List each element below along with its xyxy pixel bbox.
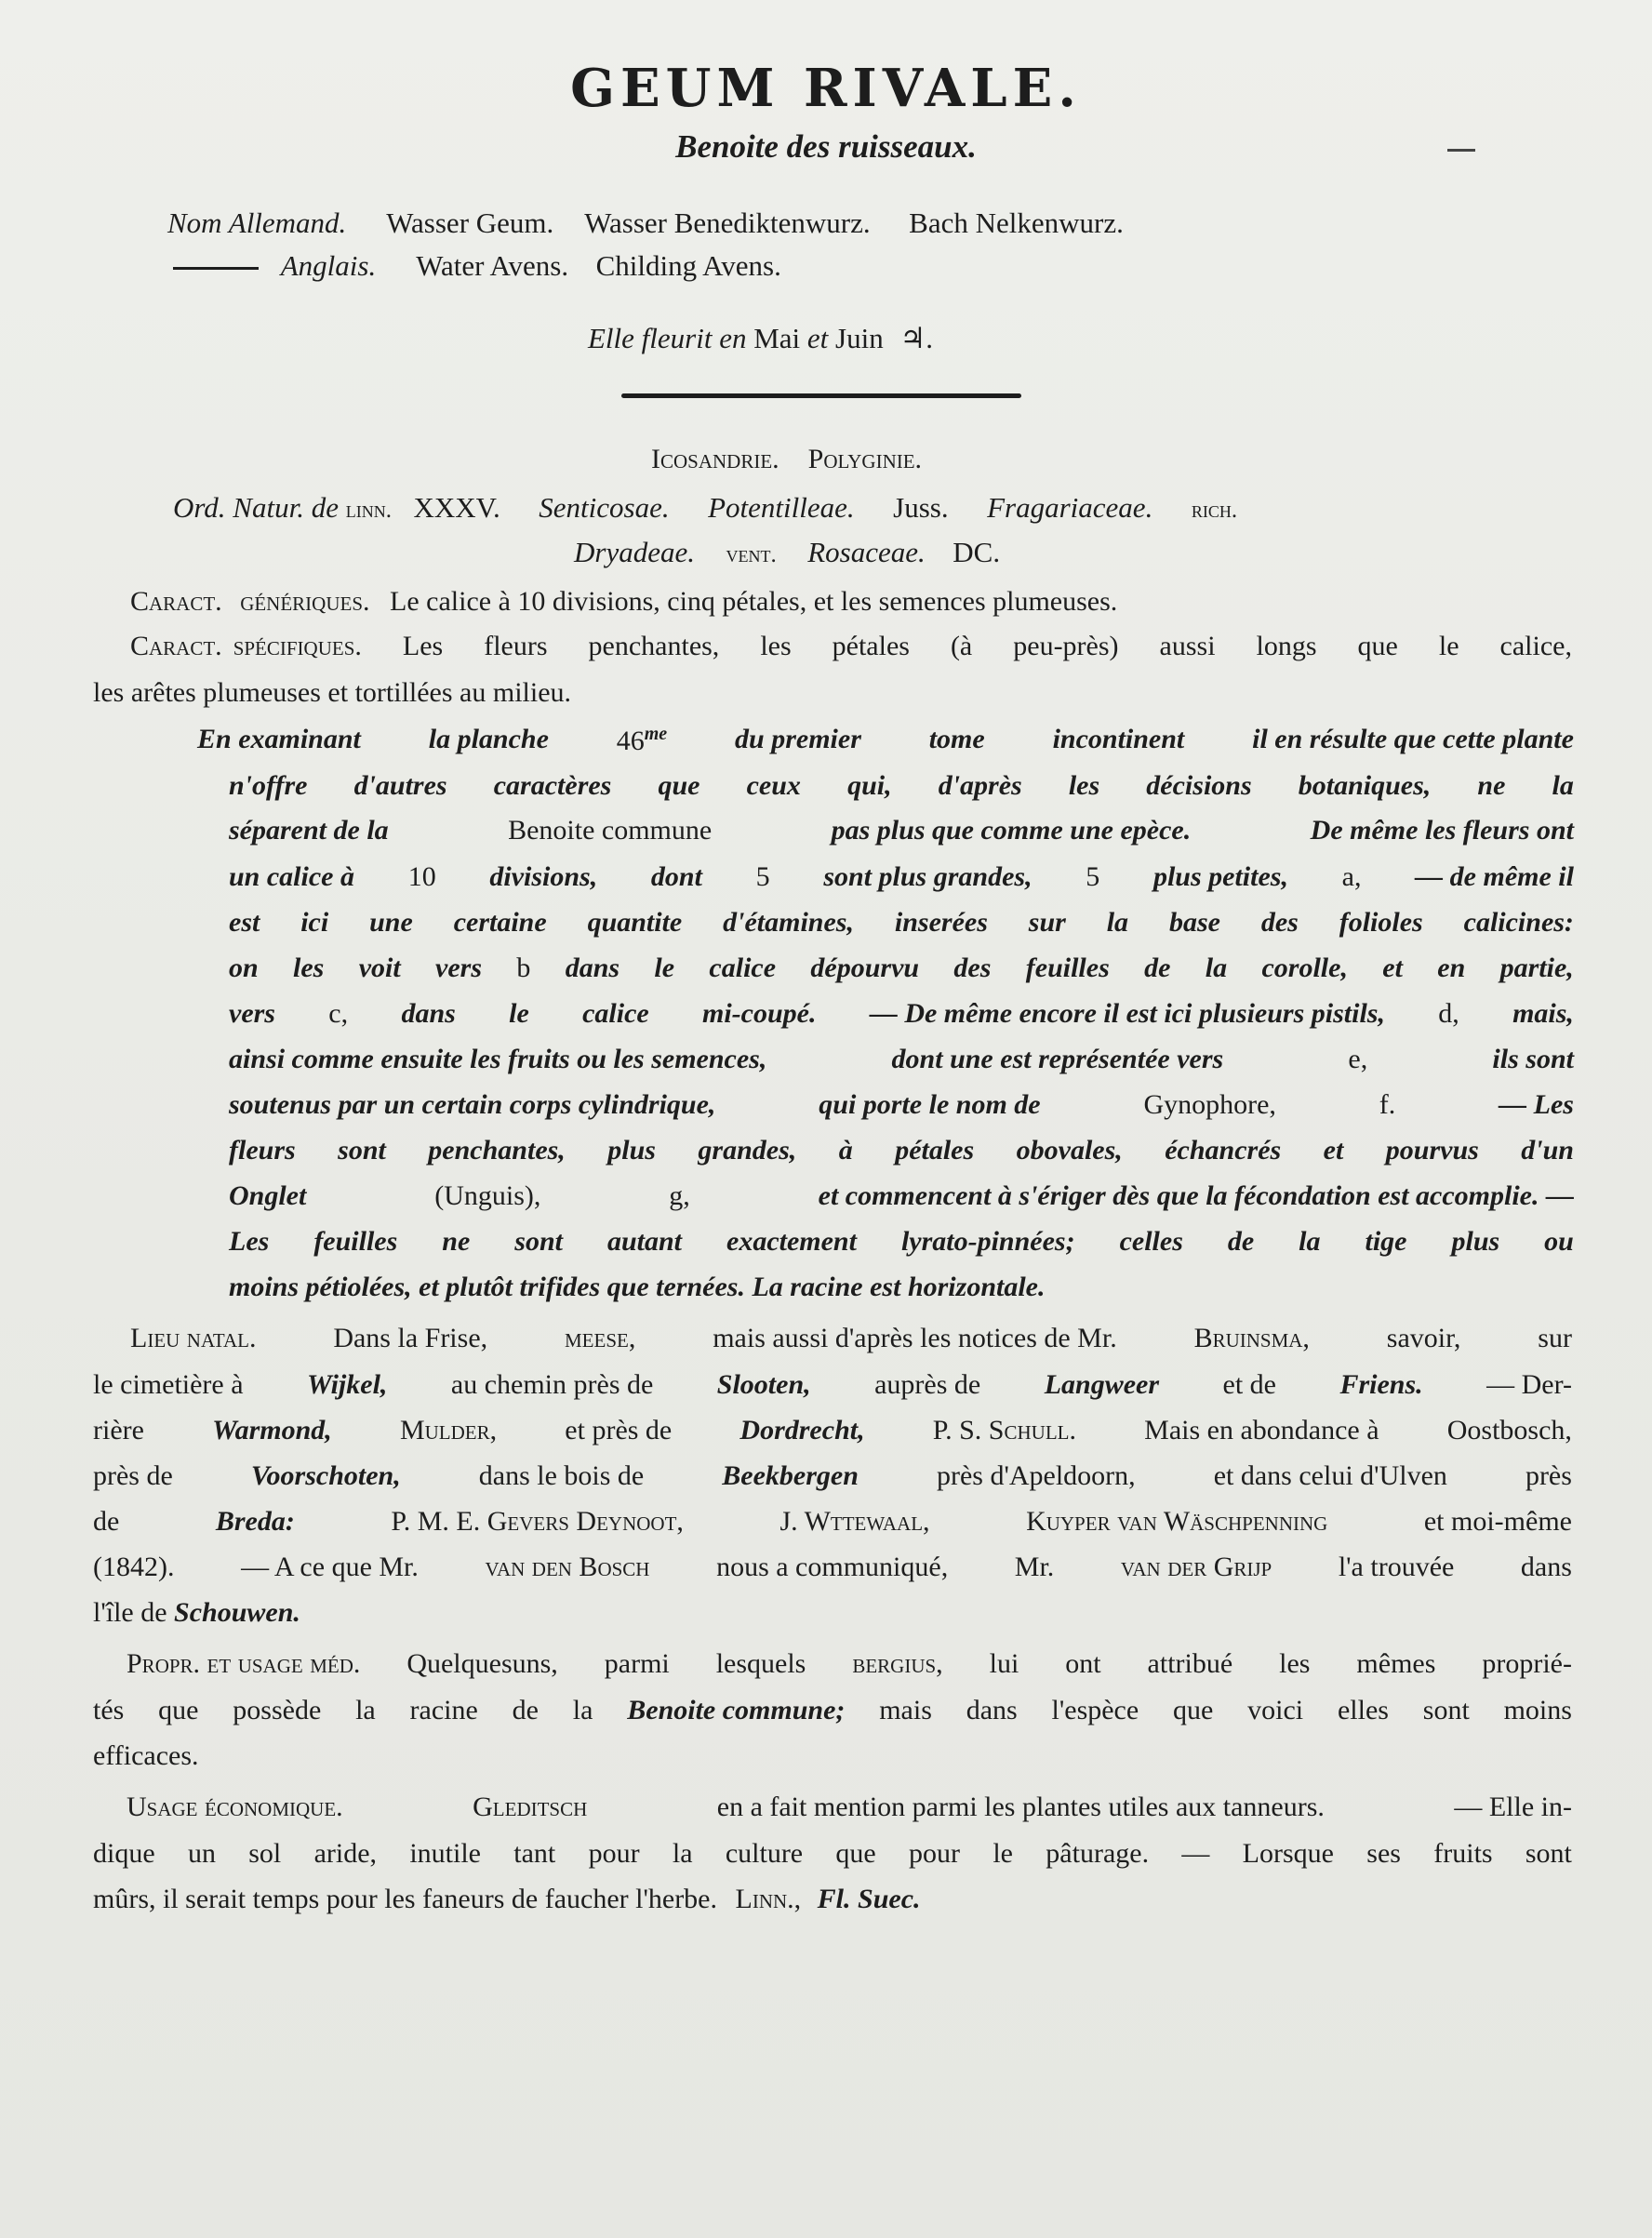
author-abbrev: DC.: [953, 536, 1001, 568]
word: divisions,: [489, 861, 598, 892]
desc-line-9: [229, 1089, 1574, 1121]
word: obovales,: [1016, 1135, 1123, 1166]
word: ne: [1477, 770, 1506, 801]
german-name: Wasser Geum.: [386, 206, 554, 239]
word: la: [1299, 1226, 1321, 1257]
word: Mulder,: [399, 1415, 498, 1445]
word: du premier: [735, 724, 861, 754]
word: pour: [588, 1838, 640, 1869]
word: d'étamines,: [723, 907, 854, 938]
word: Slooten,: [716, 1369, 811, 1400]
desc-line-3: [229, 815, 1574, 846]
word: fleurs: [229, 1135, 296, 1166]
word: en a fait mention parmi les plantes utiles aux tanneurs.: [716, 1792, 1325, 1822]
habitat-text: l'île de: [93, 1597, 167, 1628]
word: J. Wttewaal,: [779, 1506, 930, 1537]
word: qui porte le nom de: [819, 1089, 1041, 1120]
economic-text: mûrs, il serait temps pour les faneurs de faucher l'herbe.: [93, 1884, 718, 1914]
word: (à: [950, 631, 973, 661]
word: — Der-: [1486, 1369, 1572, 1400]
word: sont plus grandes,: [823, 861, 1032, 892]
economic-line-3: [93, 1884, 921, 1915]
desc-text: pas plus que comme une epèce.: [831, 815, 1192, 846]
word: quantite: [587, 907, 683, 938]
word: c,: [328, 998, 349, 1029]
word: calice: [709, 952, 777, 983]
section-label: Lieu natal.: [130, 1323, 257, 1353]
word: nous a communiqué,: [716, 1552, 949, 1582]
word: les: [1068, 770, 1100, 801]
word: d,: [1438, 998, 1459, 1029]
word: le: [993, 1838, 1013, 1869]
word: les: [1279, 1648, 1311, 1679]
perennial-symbol: ♃.: [899, 322, 934, 354]
word: autant: [606, 1226, 683, 1257]
word: n'offre: [229, 770, 308, 801]
word: fleurs: [484, 631, 548, 661]
order-number: XXXV.: [413, 491, 500, 524]
family-name: Fragariaceae.: [987, 491, 1153, 524]
word: et près de: [565, 1415, 673, 1445]
desc-line-1: [197, 724, 1574, 757]
author-abbrev: Juss.: [893, 491, 949, 524]
word: g,: [669, 1180, 690, 1211]
word: et dans celui d'Ulven: [1213, 1460, 1447, 1491]
plant-name: Benoite commune: [508, 815, 713, 846]
word: Breda:: [215, 1506, 295, 1537]
medical-line-3: efficaces.: [93, 1740, 199, 1771]
word: Les: [402, 631, 444, 661]
order-name: Polyginie.: [807, 444, 923, 474]
medical-line-1: [127, 1648, 1572, 1680]
word: pétales: [832, 631, 910, 661]
word: et: [1382, 952, 1403, 983]
word: de: [1227, 1226, 1255, 1257]
word: P. S. Schull.: [932, 1415, 1076, 1445]
german-label: Nom Allemand.: [167, 206, 347, 239]
word: 5: [755, 861, 770, 892]
classification-line-1: [651, 444, 922, 475]
word: — de même il: [1415, 861, 1574, 892]
word: aussi: [1159, 631, 1216, 661]
word: sol: [248, 1838, 282, 1869]
page-title: GEUM RIVALE.: [570, 58, 1082, 119]
word: f.: [1379, 1089, 1396, 1120]
word: d'après: [938, 770, 1022, 801]
word: calice: [582, 998, 649, 1029]
word: d'un: [1521, 1135, 1574, 1166]
author-abbrev: vent.: [726, 542, 777, 567]
word: auprès de: [874, 1369, 981, 1400]
section-label: Propr. et usage méd.: [127, 1648, 361, 1679]
word: de: [512, 1695, 539, 1725]
word: Beekbergen: [722, 1460, 859, 1491]
word: ainsi comme ensuite les fruits ou les semences,: [229, 1044, 767, 1074]
word: savoir,: [1386, 1323, 1461, 1353]
word: — A ce que Mr.: [241, 1552, 419, 1582]
page-subtitle: Benoite des ruisseaux.: [675, 128, 977, 165]
word: 10: [407, 861, 436, 892]
section-label: Usage économique.: [127, 1792, 343, 1822]
word: moins: [1503, 1695, 1572, 1725]
habitat-line-4: [93, 1460, 1572, 1492]
word: le cimetière à: [93, 1369, 244, 1400]
word: exactement: [726, 1226, 857, 1257]
family-name: Dryadeae.: [574, 536, 695, 568]
author-abbrev: linn.: [345, 498, 392, 523]
specific-characters-line-2: les arêtes plumeuses et tortillées au milieu.: [93, 677, 572, 708]
word: décisions: [1146, 770, 1252, 801]
word: calice,: [1499, 631, 1572, 661]
word: ne: [442, 1226, 471, 1257]
word: a,: [1341, 861, 1362, 892]
word: un calice à: [229, 861, 354, 892]
natural-order-label: Ord. Natur. de: [173, 491, 339, 524]
word: (1842).: [93, 1552, 175, 1582]
word: 46: [616, 726, 645, 756]
word: une: [369, 907, 413, 938]
word: et de: [1222, 1369, 1276, 1400]
section-label: Caract.: [130, 586, 222, 617]
word: Kuyper van Wäschpenning: [1026, 1506, 1328, 1537]
word: Onglet: [229, 1180, 307, 1211]
margin-mark: [1447, 149, 1475, 152]
habitat-line-6: [93, 1552, 1572, 1583]
word: dont une est représentée vers: [891, 1044, 1224, 1074]
word: longs: [1256, 631, 1317, 661]
desc-line-4: [229, 861, 1574, 893]
word: sont: [1422, 1695, 1470, 1725]
class-name: Icosandrie.: [651, 444, 779, 474]
word: le: [654, 952, 675, 983]
english-names-line: [173, 249, 781, 283]
word: Langweer: [1044, 1369, 1160, 1400]
word: ses: [1366, 1838, 1401, 1869]
habitat-line-2: [93, 1369, 1572, 1401]
word: (Unguis),: [434, 1180, 541, 1211]
german-names-line: [167, 206, 1124, 240]
word: que: [835, 1838, 876, 1869]
word: Quelquesuns,: [406, 1648, 558, 1679]
word: la planche: [428, 724, 549, 754]
author-abbrev: Linn.,: [735, 1884, 802, 1914]
classification-line-2: [173, 491, 1237, 525]
word-with-sup: [617, 724, 667, 757]
word: inutile: [409, 1838, 481, 1869]
word: proprié-: [1482, 1648, 1572, 1679]
word: Benoite commune;: [627, 1695, 846, 1725]
word: lui: [989, 1648, 1019, 1679]
word: près: [1525, 1460, 1572, 1491]
word: tant: [513, 1838, 556, 1869]
flowering-month: Juin: [835, 322, 884, 354]
desc-line-2: [229, 770, 1574, 802]
word: ou: [1544, 1226, 1574, 1257]
family-name: Senticosae.: [539, 491, 670, 524]
word: Les: [229, 1226, 270, 1257]
word: feuilles: [1025, 952, 1110, 983]
german-name: Wasser Benediktenwurz.: [584, 206, 871, 239]
word: Friens.: [1339, 1369, 1423, 1400]
word: dans le bois de: [478, 1460, 645, 1491]
word: à: [838, 1135, 853, 1166]
word: mais: [879, 1695, 932, 1725]
ditto-dash: [173, 267, 259, 270]
word: sont: [1525, 1838, 1572, 1869]
word: pâturage.: [1046, 1838, 1150, 1869]
word: lyrato-pinnées;: [900, 1226, 1075, 1257]
word: dans: [966, 1695, 1018, 1725]
word: mais aussi d'après les notices de Mr.: [713, 1323, 1117, 1353]
family-name: Rosaceae.: [807, 536, 926, 568]
word: mais,: [1512, 998, 1574, 1029]
word: possède: [233, 1695, 322, 1725]
word: Voorschoten,: [250, 1460, 401, 1491]
desc-line-13: moins pétiolées, et plutôt trifides que ternées. La racine est horizontale.: [229, 1272, 1046, 1302]
word: d'autres: [353, 770, 447, 801]
word: au chemin près de: [450, 1369, 654, 1400]
word: rière: [93, 1415, 144, 1445]
word: base: [1168, 907, 1220, 938]
word: culture: [725, 1838, 804, 1869]
word: meese,: [565, 1323, 636, 1353]
word: pour: [909, 1838, 961, 1869]
word: —: [1181, 1838, 1210, 1869]
word: parmi: [604, 1648, 670, 1679]
flowering-text: et: [806, 322, 829, 354]
word: botaniques,: [1298, 770, 1432, 801]
word: Dordrecht,: [739, 1415, 865, 1445]
desc-line-7: [229, 998, 1574, 1030]
word: van der Grijp: [1120, 1552, 1272, 1582]
word: attribué: [1147, 1648, 1233, 1679]
word: que: [1173, 1695, 1214, 1725]
word: soutenus par un certain corps cylindrique,: [229, 1089, 716, 1120]
word: l'espèce: [1051, 1695, 1139, 1725]
habitat-line-3: [93, 1415, 1572, 1446]
section-label: spécifiques.: [233, 631, 362, 661]
desc-text: séparent de la: [229, 815, 389, 846]
word: Warmond,: [212, 1415, 332, 1445]
word: celles: [1119, 1226, 1183, 1257]
word: Lorsque: [1242, 1838, 1334, 1869]
word: certaine: [453, 907, 547, 938]
word: la: [1106, 907, 1129, 938]
word: la: [1552, 770, 1574, 801]
section-text: Le calice à 10 divisions, cinq pétales, et les semences plumeuses.: [390, 586, 1118, 617]
word: tome: [928, 724, 985, 754]
word: le: [509, 998, 529, 1029]
word: bergius,: [852, 1648, 943, 1679]
word: vers: [229, 998, 275, 1029]
word: dique: [93, 1838, 155, 1869]
place-name: Schouwen.: [174, 1597, 300, 1628]
word: caractères: [493, 770, 612, 801]
word: incontinent: [1052, 724, 1185, 754]
desc-line-8: [229, 1044, 1574, 1075]
word: aride,: [313, 1838, 378, 1869]
word: pétales: [895, 1135, 975, 1166]
word: l'a trouvée: [1338, 1552, 1455, 1582]
word: folioles: [1339, 907, 1423, 938]
word: 5: [1086, 861, 1100, 892]
word: sur: [1538, 1323, 1572, 1353]
work-title: Fl. Suec.: [817, 1884, 921, 1914]
word: partie,: [1499, 952, 1574, 983]
word: dépourvu: [810, 952, 920, 983]
word: tige: [1365, 1226, 1407, 1257]
word: Mais en abondance à: [1144, 1415, 1379, 1445]
word: des: [1260, 907, 1299, 938]
word: les: [293, 952, 325, 983]
desc-line-5: [229, 907, 1574, 939]
divider-rule: [621, 393, 1021, 398]
word: le: [1438, 631, 1459, 661]
word: lesquels: [715, 1648, 806, 1679]
word: — Les: [1499, 1089, 1574, 1120]
word: près de: [93, 1460, 173, 1491]
classification-line-3: [574, 536, 1000, 569]
word: on: [229, 952, 259, 983]
word: Dans la Frise,: [333, 1323, 488, 1353]
flowering-text: Elle fleurit: [588, 322, 713, 354]
word: elles: [1337, 1695, 1389, 1725]
word: dont: [650, 861, 702, 892]
word: plus: [607, 1135, 656, 1166]
word: plus: [1451, 1226, 1500, 1257]
word: en: [1437, 952, 1466, 983]
habitat-line-7: [93, 1597, 300, 1629]
word: Oostbosch,: [1446, 1415, 1572, 1445]
habitat-line-1: [130, 1323, 1572, 1354]
word: des: [953, 952, 992, 983]
word: et: [1323, 1135, 1344, 1166]
word: voit: [358, 952, 401, 983]
desc-line-11: [229, 1180, 1574, 1212]
word: mêmes: [1356, 1648, 1436, 1679]
desc-line-12: [229, 1226, 1574, 1258]
generic-characters: [130, 586, 1117, 618]
word: penchantes,: [428, 1135, 566, 1166]
word: et moi-même: [1423, 1506, 1572, 1537]
word: et commencent à s'ériger dès que la fécondation est accomplie. —: [818, 1180, 1574, 1211]
word: dans: [1520, 1552, 1572, 1582]
superscript: me: [644, 724, 668, 744]
word: que: [658, 770, 700, 801]
word: Mr.: [1014, 1552, 1055, 1582]
desc-line-10: [229, 1135, 1574, 1166]
english-name: Water Avens.: [416, 249, 569, 282]
word: — Elle in-: [1454, 1792, 1572, 1822]
word: P. M. E. Gevers Deynoot,: [391, 1506, 684, 1537]
word: van den Bosch: [485, 1552, 650, 1582]
word: les: [760, 631, 792, 661]
word: que: [1357, 631, 1398, 661]
word: de: [93, 1506, 120, 1537]
word: mi-coupé.: [702, 998, 817, 1029]
word: fruits: [1433, 1838, 1493, 1869]
flowering-text: en: [719, 322, 747, 354]
word: la: [355, 1695, 376, 1725]
economic-line-1: [127, 1792, 1572, 1823]
flowering-line: [588, 322, 933, 355]
word: voici: [1247, 1695, 1304, 1725]
habitat-line-5: [93, 1506, 1572, 1538]
word: Bruinsma,: [1193, 1323, 1310, 1353]
english-name: Childing Avens.: [595, 249, 781, 282]
word: ils sont: [1492, 1044, 1574, 1074]
word: calicines:: [1463, 907, 1574, 938]
family-name: Potentilleae.: [708, 491, 855, 524]
word: peu-près): [1013, 631, 1119, 661]
word: Gynophore,: [1143, 1089, 1276, 1120]
english-label: Anglais.: [280, 249, 377, 282]
medical-line-2: [93, 1695, 1572, 1726]
word: grandes,: [698, 1135, 797, 1166]
specific-characters-line-1: [130, 631, 1572, 662]
word: ceux: [746, 770, 801, 801]
german-name: Bach Nelkenwurz.: [909, 206, 1124, 239]
word: que: [158, 1695, 199, 1725]
desc-text: De même les fleurs ont: [1310, 815, 1574, 846]
word: inserées: [894, 907, 988, 938]
word: feuilles: [313, 1226, 398, 1257]
word: e,: [1348, 1044, 1368, 1074]
flowering-month: Mai: [753, 322, 801, 354]
word: penchantes,: [588, 631, 720, 661]
economic-line-2: [93, 1838, 1572, 1870]
word: — De même encore il est ici plusieurs pistils,: [869, 998, 1385, 1029]
word: un: [187, 1838, 216, 1869]
word: tés: [93, 1695, 125, 1725]
word: dans: [401, 998, 456, 1029]
word: la: [672, 1838, 693, 1869]
word: près d'Apeldoorn,: [936, 1460, 1136, 1491]
word: est: [229, 907, 260, 938]
word: vers: [435, 952, 483, 983]
word: la: [572, 1695, 593, 1725]
word: pourvus: [1385, 1135, 1479, 1166]
word: sont: [514, 1226, 563, 1257]
word: plus petites,: [1152, 861, 1288, 892]
section-label: génériques.: [240, 586, 370, 617]
word: sont: [338, 1135, 386, 1166]
desc-line-6: [229, 952, 1574, 984]
section-label: Caract.: [130, 631, 222, 661]
word: corolle,: [1261, 952, 1348, 983]
word: Wijkel,: [307, 1369, 388, 1400]
word: ont: [1065, 1648, 1101, 1679]
word: b: [516, 952, 531, 983]
author-abbrev: rich.: [1191, 498, 1238, 523]
word: ici: [300, 907, 329, 938]
word: En examinant: [197, 724, 361, 754]
word: dans: [565, 952, 620, 983]
word: Gleditsch: [473, 1792, 588, 1822]
word: la: [1205, 952, 1228, 983]
word: qui,: [847, 770, 892, 801]
word: sur: [1028, 907, 1066, 938]
word: échancrés: [1165, 1135, 1282, 1166]
word: il en résulte que cette plante: [1252, 724, 1574, 754]
section-label-group: [130, 631, 362, 662]
word: de: [1144, 952, 1171, 983]
word: racine: [409, 1695, 478, 1725]
